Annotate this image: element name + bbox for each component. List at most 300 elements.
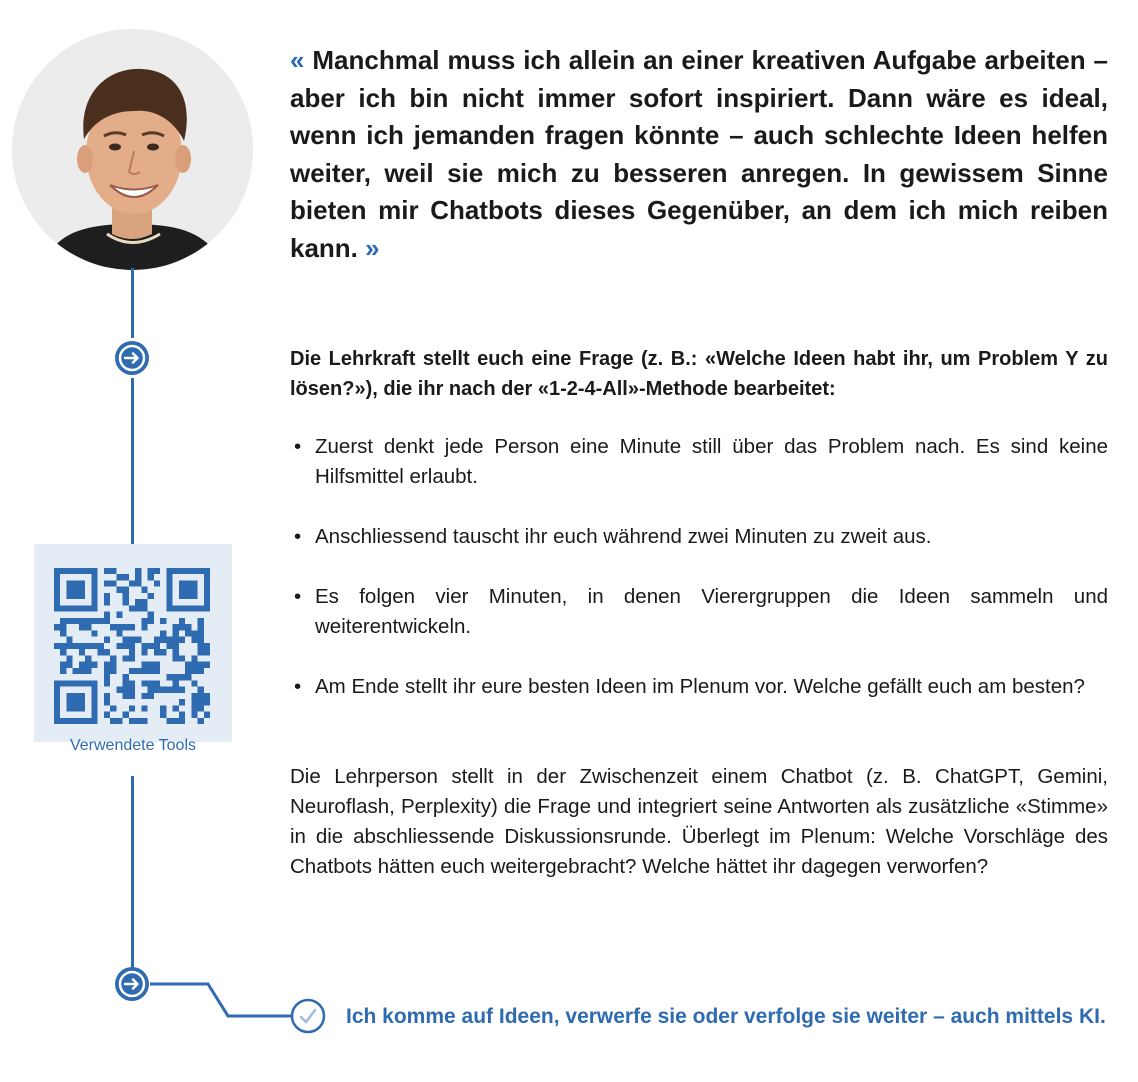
list-item: • Am Ende stellt ihr eure besten Ideen im Plenum vor. Welche gefällt euch am besten?	[290, 672, 1108, 702]
qr-module	[66, 580, 72, 586]
qr-module	[141, 693, 147, 699]
qr-module	[116, 718, 122, 724]
qr-module	[135, 580, 141, 586]
qr-module	[160, 705, 166, 711]
qr-module	[129, 687, 135, 693]
qr-module	[179, 637, 185, 643]
qr-module	[54, 643, 60, 649]
qr-module	[123, 624, 129, 630]
qr-module	[135, 568, 141, 574]
qr-module	[66, 637, 72, 643]
qr-module	[116, 687, 122, 693]
qr-module	[54, 587, 60, 593]
qr-module	[179, 718, 185, 724]
qr-module	[60, 605, 66, 611]
chatbot-paragraph: Die Lehrperson stellt in der Zwischenzeit einem Chatbot (z. B. ChatGPT, Gemini, Neuroflash, Perplexity) die Frage und integriert seine Antworten als zusätzliche «Stimme» in die abschliessende Diskussionsrunde. Überlegt im Plenum: Welche Vorschläge des Chatbots hätten euch weitergebracht? Welche hättet ihr dagegen verworfen?	[290, 765, 1108, 878]
list-item: • Es folgen vier Minuten, in denen Vierergruppen die Ideen sammeln und weiterentwickeln.	[290, 582, 1108, 642]
qr-module	[198, 643, 204, 649]
qr-module	[85, 624, 91, 630]
qr-module	[129, 718, 135, 724]
qr-module	[79, 699, 85, 705]
qr-module	[185, 568, 191, 574]
qr-module	[91, 580, 97, 586]
qr-module	[198, 687, 204, 693]
qr-module	[60, 668, 66, 674]
qr-module	[198, 624, 204, 630]
qr-module	[73, 618, 79, 624]
qr-module	[54, 699, 60, 705]
method-steps-list	[290, 432, 1108, 732]
qr-module	[85, 568, 91, 574]
qr-module	[166, 599, 172, 605]
qr-module	[185, 668, 191, 674]
qr-module	[204, 693, 210, 699]
timeline-line-bottom	[131, 776, 134, 968]
qr-module	[123, 599, 129, 605]
qr-module	[104, 568, 110, 574]
qr-module	[98, 618, 104, 624]
qr-module	[91, 630, 97, 636]
qr-module	[148, 618, 154, 624]
learning-goal: Ich komme auf Ideen, verwerfe sie oder verfolge sie weiter – auch mittels KI.	[346, 1005, 1106, 1028]
qr-module	[66, 568, 72, 574]
qr-module	[160, 618, 166, 624]
qr-module	[54, 718, 60, 724]
qr-module	[91, 687, 97, 693]
qr-module	[191, 699, 197, 705]
qr-module	[160, 630, 166, 636]
qr-caption: Verwendete Tools	[69, 737, 196, 754]
qr-module	[98, 649, 104, 655]
qr-module	[160, 712, 166, 718]
qr-module	[198, 605, 204, 611]
qr-module	[104, 712, 110, 718]
timeline-line-top	[131, 268, 134, 338]
qr-module	[179, 655, 185, 661]
list-item: • Anschliessend tauscht ihr euch während zwei Minuten zu zweit aus.	[290, 522, 1108, 552]
qr-module	[85, 618, 91, 624]
qr-module	[66, 605, 72, 611]
qr-module	[185, 580, 191, 586]
qr-module	[148, 612, 154, 618]
qr-module	[198, 662, 204, 668]
qr-module	[179, 712, 185, 718]
qr-module	[166, 687, 172, 693]
qr-module	[116, 574, 122, 580]
qr-module	[204, 587, 210, 593]
qr-module	[73, 605, 79, 611]
qr-module	[141, 643, 147, 649]
qr-module	[129, 680, 135, 686]
qr-module	[166, 568, 172, 574]
qr-module	[141, 680, 147, 686]
qr-module	[198, 693, 204, 699]
qr-module	[154, 649, 160, 655]
qr-module	[191, 705, 197, 711]
qr-module	[185, 587, 191, 593]
bullet-icon: •	[294, 525, 302, 548]
qr-module	[54, 712, 60, 718]
qr-module	[60, 643, 66, 649]
qr-module	[129, 624, 135, 630]
qr-module	[123, 643, 129, 649]
qr-module	[110, 718, 116, 724]
qr-module	[91, 699, 97, 705]
qr-module	[60, 680, 66, 686]
qr-module	[116, 612, 122, 618]
task-intro: Die Lehrkraft stellt euch eine Frage (z. B.: «Welche Ideen habt ihr, um Problem Y zu lösen?»), die ihr nach der «1-2-4-All»-Methode bearbeitet:	[290, 348, 1108, 400]
qr-module	[191, 655, 197, 661]
qr-module	[79, 580, 85, 586]
qr-module	[66, 587, 72, 593]
qr-module	[98, 643, 104, 649]
qr-module	[91, 593, 97, 599]
qr-module	[123, 637, 129, 643]
qr-module	[91, 680, 97, 686]
qr-module	[129, 668, 135, 674]
qr-module	[91, 587, 97, 593]
qr-module	[179, 674, 185, 680]
qr-module	[123, 687, 129, 693]
qr-module	[148, 643, 154, 649]
qr-module	[116, 624, 122, 630]
qr-module	[60, 662, 66, 668]
qr-module	[179, 568, 185, 574]
qr-module	[54, 593, 60, 599]
qr-module	[204, 599, 210, 605]
qr-module	[185, 624, 191, 630]
qr-module	[60, 630, 66, 636]
qr-module	[141, 599, 147, 605]
qr-module	[54, 580, 60, 586]
qr-module	[135, 599, 141, 605]
qr-module	[73, 699, 79, 705]
qr-module	[204, 605, 210, 611]
qr-module	[104, 580, 110, 586]
qr-module	[185, 630, 191, 636]
qr-module	[135, 668, 141, 674]
qr-module	[135, 574, 141, 580]
qr-module	[160, 637, 166, 643]
qr-module	[73, 593, 79, 599]
arrow-right-circle-icon	[114, 340, 150, 381]
qr-module	[129, 637, 135, 643]
qr-module	[154, 668, 160, 674]
qr-module	[85, 655, 91, 661]
qr-module	[148, 574, 154, 580]
qr-module	[148, 568, 154, 574]
list-item: • Zuerst denkt jede Person eine Minute still über das Problem nach. Es sind keine Hilfsmittel erlaubt.	[290, 432, 1108, 492]
qr-module	[73, 693, 79, 699]
qr-module	[154, 643, 160, 649]
qr-module	[123, 712, 129, 718]
qr-module	[154, 568, 160, 574]
qr-module	[91, 618, 97, 624]
qr-module	[160, 687, 166, 693]
qr-module	[179, 605, 185, 611]
qr-module	[123, 693, 129, 699]
qr-module	[110, 568, 116, 574]
qr-module	[73, 568, 79, 574]
qr-module	[141, 705, 147, 711]
qr-module	[54, 568, 60, 574]
qr-module	[79, 649, 85, 655]
qr-module	[129, 643, 135, 649]
qr-module	[191, 568, 197, 574]
qr-module	[85, 662, 91, 668]
qr-module	[66, 680, 72, 686]
qr-module	[104, 618, 110, 624]
qr-module	[104, 668, 110, 674]
qr-module	[60, 618, 66, 624]
qr-module	[204, 580, 210, 586]
qr-module	[204, 568, 210, 574]
qr-module	[160, 649, 166, 655]
qr-module	[173, 605, 179, 611]
qr-module	[110, 662, 116, 668]
qr-module	[129, 705, 135, 711]
qr-module	[198, 699, 204, 705]
qr-module	[166, 674, 172, 680]
qr-module	[173, 637, 179, 643]
qr-module	[91, 574, 97, 580]
qr-module	[79, 618, 85, 624]
qr-module	[79, 680, 85, 686]
qr-module	[129, 580, 135, 586]
qr-module	[173, 624, 179, 630]
qr-module	[79, 605, 85, 611]
qr-module	[66, 655, 72, 661]
qr-module	[166, 574, 172, 580]
qr-module	[91, 693, 97, 699]
qr-module	[191, 587, 197, 593]
qr-module	[191, 693, 197, 699]
qr-module	[204, 593, 210, 599]
qr-module	[141, 618, 147, 624]
qr-module	[60, 649, 66, 655]
qr-module	[191, 668, 197, 674]
qr-module	[141, 668, 147, 674]
qr-module	[204, 643, 210, 649]
qr-module	[54, 705, 60, 711]
qr-module	[166, 605, 172, 611]
qr-module	[73, 718, 79, 724]
qr-module	[154, 662, 160, 668]
qr-module	[173, 568, 179, 574]
qr-module	[104, 637, 110, 643]
qr-module	[66, 693, 72, 699]
qr-module	[79, 568, 85, 574]
qr-module	[54, 687, 60, 693]
qr-module	[66, 662, 72, 668]
qr-module	[116, 587, 122, 593]
qr-module	[173, 643, 179, 649]
qr-module	[179, 618, 185, 624]
close-quote-mark: »	[365, 232, 380, 263]
qr-module	[79, 718, 85, 724]
qr-module	[104, 612, 110, 618]
qr-module	[79, 705, 85, 711]
qr-module	[154, 637, 160, 643]
qr-module	[91, 712, 97, 718]
qr-code-box[interactable]	[34, 544, 232, 742]
qr-module	[85, 680, 91, 686]
qr-module	[91, 718, 97, 724]
qr-module	[79, 693, 85, 699]
qr-module	[85, 718, 91, 724]
qr-module	[129, 649, 135, 655]
qr-module	[191, 580, 197, 586]
qr-module	[198, 618, 204, 624]
qr-module	[198, 649, 204, 655]
qr-module	[123, 574, 129, 580]
qr-module	[179, 580, 185, 586]
qr-module	[204, 574, 210, 580]
qr-module	[191, 680, 197, 686]
qr-module	[66, 593, 72, 599]
qr-module	[173, 687, 179, 693]
qr-module	[191, 637, 197, 643]
qr-module	[179, 699, 185, 705]
qr-module	[73, 705, 79, 711]
qr-module	[104, 599, 110, 605]
qr-module	[148, 680, 154, 686]
qr-module	[148, 693, 154, 699]
qr-module	[148, 593, 154, 599]
qr-module	[54, 574, 60, 580]
qr-module	[54, 680, 60, 686]
qr-module	[129, 605, 135, 611]
qr-module	[191, 630, 197, 636]
qr-module	[123, 674, 129, 680]
qr-module	[110, 668, 116, 674]
qr-module	[60, 718, 66, 724]
qr-module	[191, 712, 197, 718]
qr-module	[110, 580, 116, 586]
qr-module	[204, 699, 210, 705]
qr-module	[129, 693, 135, 699]
qr-module	[79, 587, 85, 593]
qr-module	[91, 568, 97, 574]
bullet-icon: •	[294, 585, 302, 608]
qr-module	[54, 693, 60, 699]
bullet-icon: •	[294, 675, 302, 698]
qr-module	[173, 718, 179, 724]
qr-module	[73, 580, 79, 586]
qr-module	[54, 599, 60, 605]
qr-module	[173, 680, 179, 686]
qr-module	[73, 668, 79, 674]
bullet-icon: •	[294, 435, 302, 458]
qr-module	[141, 662, 147, 668]
qr-module	[110, 655, 116, 661]
qr-module	[191, 662, 197, 668]
qr-module	[185, 674, 191, 680]
qr-module	[123, 587, 129, 593]
qr-module	[135, 718, 141, 724]
person-portrait-icon	[12, 29, 253, 270]
qr-module	[173, 705, 179, 711]
qr-module	[204, 649, 210, 655]
qr-module	[173, 649, 179, 655]
qr-module	[191, 593, 197, 599]
qr-module	[148, 687, 154, 693]
qr-module	[79, 593, 85, 599]
qr-module	[166, 593, 172, 599]
qr-module	[185, 662, 191, 668]
qr-module	[129, 655, 135, 661]
portrait-photo	[12, 29, 253, 270]
qr-module	[173, 630, 179, 636]
qr-module	[191, 605, 197, 611]
qr-module	[79, 668, 85, 674]
qr-module	[104, 693, 110, 699]
qr-module	[204, 662, 210, 668]
qr-module	[110, 624, 116, 630]
qr-module	[54, 624, 60, 630]
qr-module	[154, 687, 160, 693]
qr-module	[141, 718, 147, 724]
qr-module	[66, 718, 72, 724]
qr-module	[166, 718, 172, 724]
qr-module	[166, 587, 172, 593]
timeline-line-middle	[131, 378, 134, 546]
qr-module	[104, 593, 110, 599]
qr-module	[185, 605, 191, 611]
qr-module	[79, 643, 85, 649]
open-quote-mark: «	[290, 45, 305, 75]
qr-module	[91, 599, 97, 605]
qr-module	[85, 668, 91, 674]
qr-module	[204, 712, 210, 718]
qr-module	[198, 705, 204, 711]
qr-module	[141, 587, 147, 593]
qr-module	[91, 643, 97, 649]
qr-module	[104, 662, 110, 668]
quote-text: Manchmal muss ich allein an einer kreativen Aufgabe arbeiten – aber ich bin nicht immer sofort inspiriert. Dann wäre es ideal, wenn ich jemanden fragen könnte – auch schlechte Ideen helfen weiter, weil sie mich zu besseren anregen. In gewissem Sinne bieten mir Chatbots dieses Gegenüber, an dem ich mich reiben kann.	[290, 45, 1108, 263]
qr-module	[135, 605, 141, 611]
qr-module	[66, 699, 72, 705]
qr-module	[166, 643, 172, 649]
qr-module	[123, 655, 129, 661]
qr-code-icon[interactable]	[54, 568, 210, 724]
qr-module	[148, 662, 154, 668]
qr-module	[198, 568, 204, 574]
qr-module	[73, 643, 79, 649]
qr-module	[79, 662, 85, 668]
testimonial-quote	[290, 42, 1108, 267]
qr-module	[104, 680, 110, 686]
qr-module	[73, 587, 79, 593]
qr-module	[148, 668, 154, 674]
qr-module	[73, 680, 79, 686]
qr-module	[104, 674, 110, 680]
qr-module	[104, 699, 110, 705]
qr-module	[198, 668, 204, 674]
qr-module	[91, 705, 97, 711]
qr-module	[141, 605, 147, 611]
qr-module	[173, 674, 179, 680]
qr-module	[185, 593, 191, 599]
qr-module	[116, 643, 122, 649]
qr-module	[85, 605, 91, 611]
qr-module	[54, 605, 60, 611]
qr-module	[179, 587, 185, 593]
arrow-right-circle-icon	[114, 966, 150, 1007]
qr-module	[123, 593, 129, 599]
qr-module	[154, 680, 160, 686]
qr-module	[66, 643, 72, 649]
